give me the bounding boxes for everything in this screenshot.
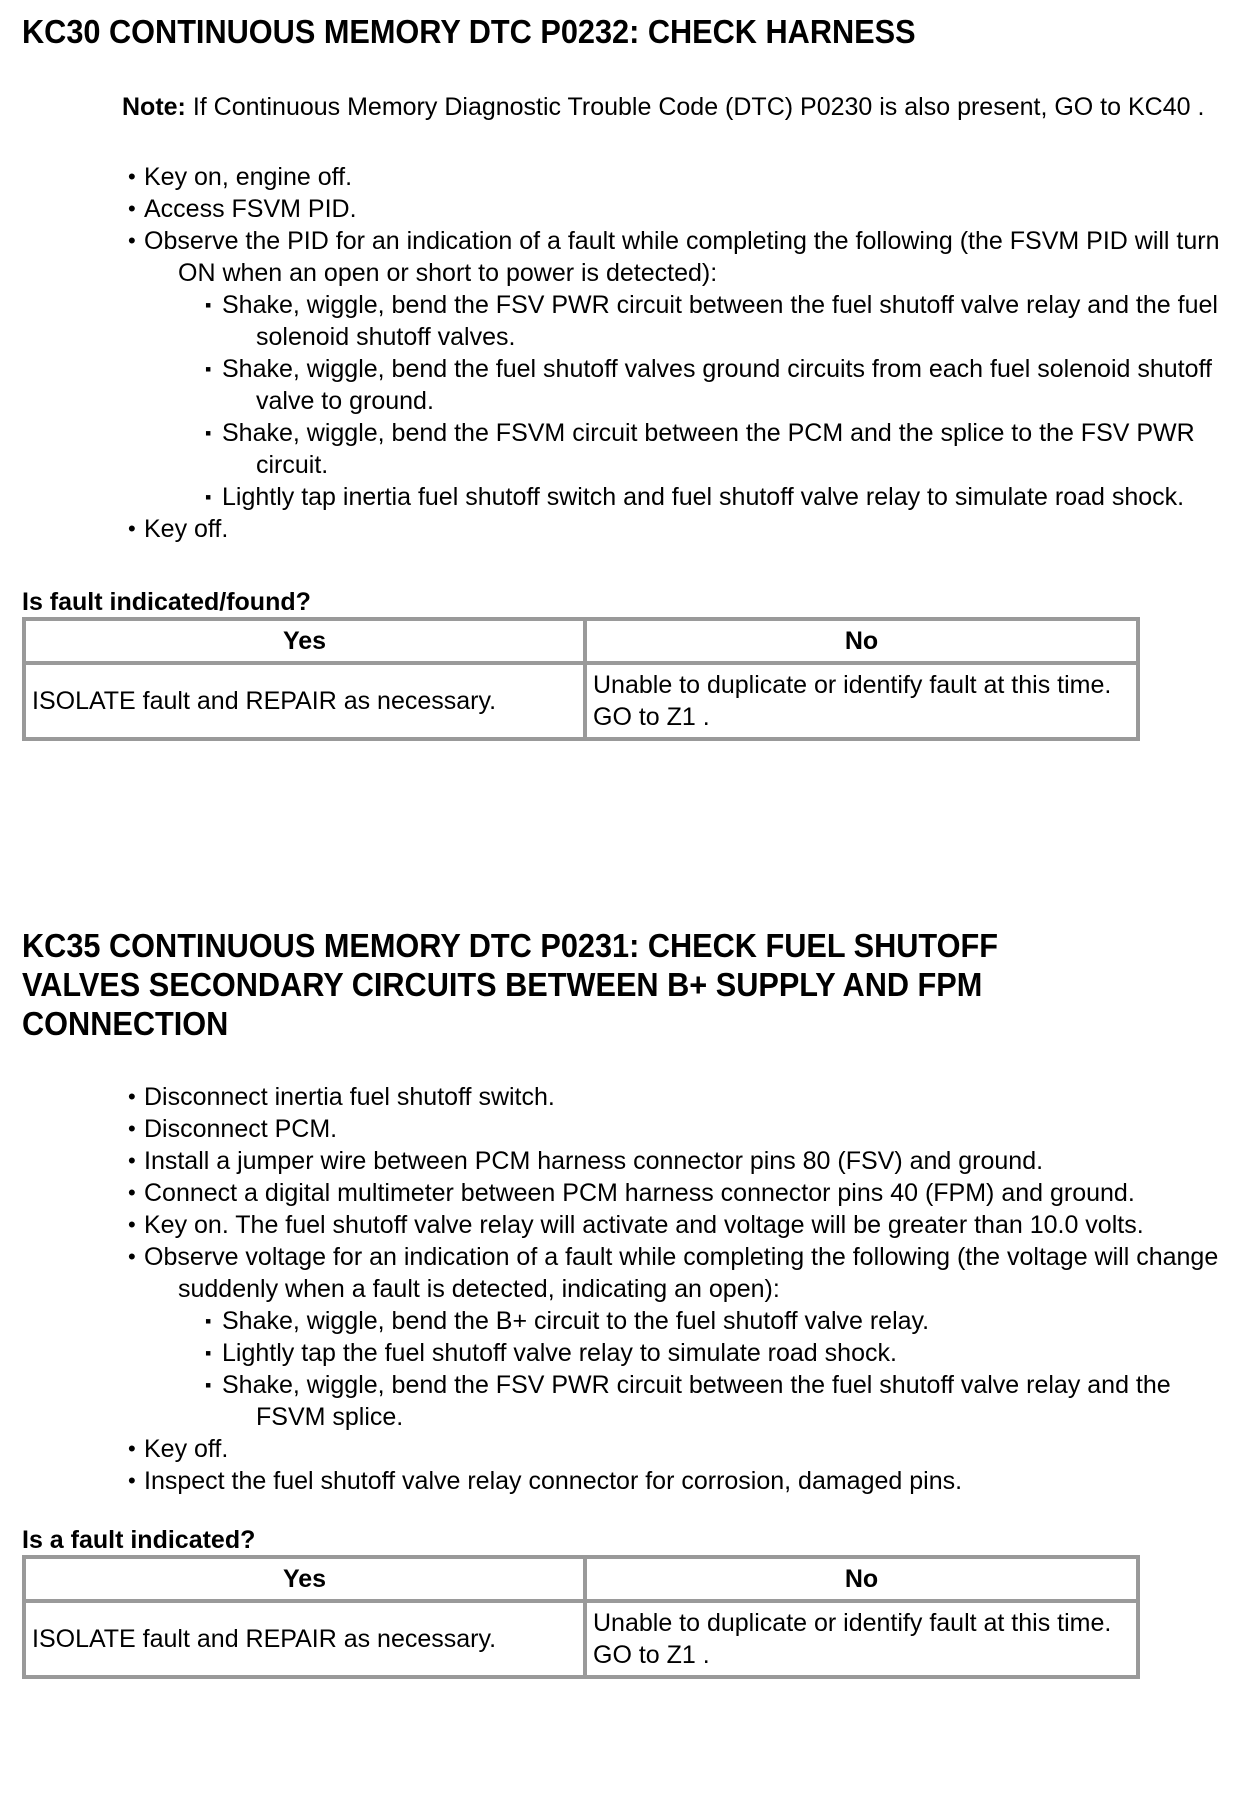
step-item: • Key on. The fuel shutoff valve relay will activate and voltage will be greater than 10.0 volts. [22,1209,1232,1241]
step-list [22,161,1232,545]
title-line: CONNECTION [22,1005,229,1042]
substep-item: ▪ Shake, wiggle, bend the fuel shutoff valves ground circuits from each fuel solenoid shutoff valve to ground. [22,353,1232,417]
step-item: • Key on, engine off. [22,161,1232,193]
substep-item: ▪ Shake, wiggle, bend the FSV PWR circuit between the fuel shutoff valve relay and the FSVM splice. [22,1369,1232,1433]
yes-no-table [22,617,1140,741]
step-item: • Install a jumper wire between PCM harness connector pins 80 (FSV) and ground. [22,1145,1232,1177]
section-kc35 [22,926,1232,1679]
step-item: • Access FSVM PID. [22,193,1232,225]
substep-item: ▪ Shake, wiggle, bend the B+ circuit to the fuel shutoff valve relay. [22,1305,1232,1337]
question: Is fault indicated/found? [22,588,311,616]
no-header: No [585,619,1138,663]
step-item: • Key off. [22,513,1232,545]
title-line: KC35 CONTINUOUS MEMORY DTC P0231: CHECK FUEL SHUTOFF [22,927,998,964]
note-label: Note: [122,93,186,121]
note-text: If Continuous Memory Diagnostic Trouble Code (DTC) P0230 is also present, GO to KC40 . [192,93,1205,121]
substep-item: ▪ Lightly tap inertia fuel shutoff switch and fuel shutoff valve relay to simulate road shock. [22,481,1232,513]
step-item: • Observe voltage for an indication of a fault while completing the following (the voltage will change suddenly when a fault is detected, indicating an open): ▪ Shake, wiggle, bend the B+ circuit to the fuel shutoff valve relay. ▪ Lightly tap the fuel shutoff valve relay to simulate road shock. ▪ Shake, wiggle, bend the FSV PWR circuit between the fuel shutoff valve relay and the FSVM splice. [22,1241,1232,1433]
no-cell: Unable to duplicate or identify fault at this time. GO to Z1 . [585,663,1138,739]
step-list [22,1081,1232,1497]
step-item: • Disconnect PCM. [22,1113,1232,1145]
substep-item: ▪ Lightly tap the fuel shutoff valve relay to simulate road shock. [22,1337,1232,1369]
substep-list [22,289,1232,513]
yes-header: Yes [24,619,585,663]
yes-cell: ISOLATE fault and REPAIR as necessary. [24,1601,585,1677]
substep-item: ▪ Shake, wiggle, bend the FSV PWR circuit between the fuel shutoff valve relay and the fuel solenoid shutoff valves. [22,289,1232,353]
step-item: • Key off. [22,1433,1232,1465]
title-line: VALVES SECONDARY CIRCUITS BETWEEN B+ SUPPLY AND FPM [22,966,983,1003]
yes-no-table [22,1555,1140,1679]
step-item: • Observe the PID for an indication of a fault while completing the following (the FSVM PID will turn ON when an open or short to power is detected): ▪ Shake, wiggle, bend the FSV PWR circuit between the fuel shutoff valve relay and the fuel solenoid shutoff valves. ▪ Shake, wiggle, bend the fuel shutoff valves ground circuits from each fuel solenoid shutoff valve to ground. ▪ Shake, wiggle, bend the FSVM circuit between the PCM and the splice to the FSV PWR circuit. ▪ Lightly tap inertia fuel shutoff switch and fuel shutoff valve relay to simulate road shock. [22,225,1232,513]
step-item: • Inspect the fuel shutoff valve relay connector for corrosion, damaged pins. [22,1465,1232,1497]
section-title: KC30 CONTINUOUS MEMORY DTC P0232: CHECK HARNESS [22,13,916,50]
no-cell: Unable to duplicate or identify fault at this time. GO to Z1 . [585,1601,1138,1677]
question: Is a fault indicated? [22,1526,256,1554]
section-kc30 [22,12,1232,741]
step-item: • Disconnect inertia fuel shutoff switch. [22,1081,1232,1113]
substep-item: ▪ Shake, wiggle, bend the FSVM circuit between the PCM and the splice to the FSV PWR circuit. [22,417,1232,481]
no-header: No [585,1557,1138,1601]
substep-list [22,1305,1232,1433]
step-item: • Connect a digital multimeter between PCM harness connector pins 40 (FPM) and ground. [22,1177,1232,1209]
section-title [22,926,1222,1043]
yes-cell: ISOLATE fault and REPAIR as necessary. [24,663,585,739]
yes-header: Yes [24,1557,585,1601]
note [122,91,1232,123]
